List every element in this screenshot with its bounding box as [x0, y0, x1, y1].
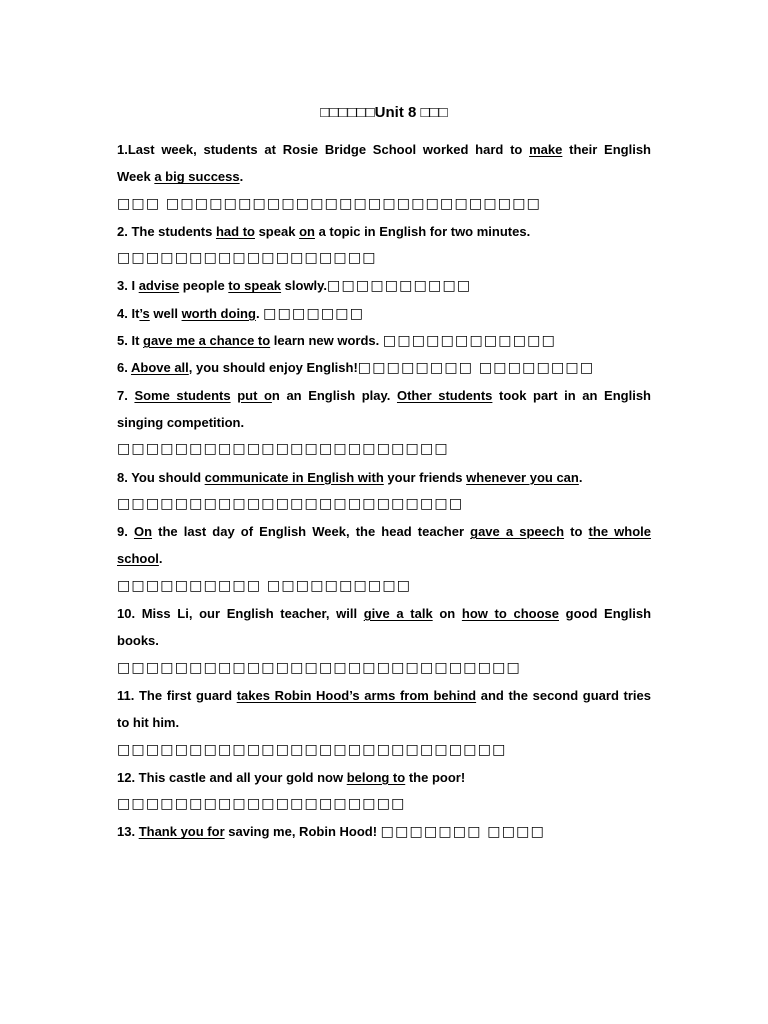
underlined-phrase: Other students [396, 387, 493, 403]
sentence-item [117, 382, 651, 464]
sentence-item [117, 600, 651, 682]
sentence-line [117, 818, 651, 845]
sentence-text: 2. The students [117, 223, 216, 239]
chinese-translation-line: □□□□□□□□□□□□□□□□□□□□□□□□ [117, 495, 464, 512]
sentence-text: . [239, 169, 244, 185]
underlined-phrase: belong to [346, 769, 406, 785]
sentence-text: to [564, 524, 589, 540]
sentence-text: their English [562, 142, 652, 157]
underlined-phrase: ’s [139, 305, 150, 321]
underlined-phrase: on [299, 223, 315, 239]
sentence-text: 12. This castle and all your gold now [117, 769, 347, 785]
chinese-translation-line: □□□ □□□□□□□□□□□□□□□□□□□□□□□□□□ [117, 195, 542, 212]
sentence-text: . [158, 551, 163, 567]
underlined-phrase: Above all [130, 360, 189, 376]
sentence-text: 3. I [117, 278, 139, 294]
sentence-text: the last day of English Week, the head teacher [152, 524, 471, 540]
sentence-text: 9. [117, 524, 134, 540]
sentence-text: 11. The first guard [117, 687, 237, 703]
sentence-text: 4. It [117, 305, 140, 321]
sentence-item [117, 464, 651, 519]
sentence-list [117, 136, 651, 846]
sentence-item [117, 136, 651, 218]
sentence-text: . [578, 469, 583, 485]
underlined-phrase: put o [237, 387, 272, 403]
underlined-phrase: make [529, 142, 563, 157]
sentence-text: your friends [383, 469, 467, 485]
underlined-phrase: On [133, 524, 153, 540]
sentence-line [117, 764, 651, 791]
chinese-translation-line: □□□□□□□□□□□□□□□□□□□□□□□ [117, 441, 449, 458]
sentence-line [117, 218, 651, 245]
sentence-text: learn new words. [270, 333, 383, 349]
underlined-phrase: worth doing [181, 305, 256, 321]
sentence-line [117, 409, 651, 436]
underlined-phrase: the whole [588, 524, 651, 540]
sentence-text: n an English play. [271, 387, 397, 403]
underlined-phrase: gave a speech [470, 524, 565, 540]
sentence-item [117, 818, 651, 845]
sentence-text: 10. Miss Li, our English teacher, will [117, 606, 364, 622]
sentence-text: books. [117, 633, 159, 649]
sentence-text: the poor! [405, 769, 466, 785]
underlined-phrase: whenever you can [466, 469, 579, 485]
chinese-translation: □□□□□□□ [263, 305, 365, 322]
sentence-text: 6. [117, 360, 131, 376]
sentence-line [117, 354, 651, 381]
sentence-text: good English [558, 606, 652, 622]
sentence-item [117, 764, 651, 819]
sentence-text: saving me, Robin Hood! [224, 824, 381, 840]
sentence-text: on [432, 606, 462, 622]
sentence-item [117, 272, 651, 299]
sentence-text: singing competition. [117, 414, 245, 430]
sentence-item [117, 300, 651, 327]
sentence-line [117, 272, 651, 299]
underlined-phrase: how to choose [461, 606, 559, 622]
sentence-line [117, 300, 651, 327]
sentence-item [117, 518, 651, 600]
underlined-phrase: school [117, 551, 159, 567]
sentence-text: 7. [117, 387, 135, 403]
document-title: □□□□□□Unit 8 □□□ [320, 104, 448, 121]
underlined-phrase: had to [215, 223, 255, 239]
chinese-translation-line: □□□□□□□□□□□□□□□□□□□□□□□□□□□ [117, 741, 507, 758]
sentence-item [117, 354, 651, 381]
sentence-text: slowly. [281, 278, 328, 294]
sentence-text: people [179, 278, 229, 294]
sentence-item [117, 218, 651, 273]
sentence-text: well [149, 305, 182, 321]
sentence-text: to hit him. [117, 715, 180, 731]
sentence-item [117, 682, 651, 764]
sentence-line [117, 600, 651, 627]
sentence-text: and the second guard tries [476, 687, 651, 703]
sentence-line [117, 709, 651, 736]
sentence-line [117, 382, 651, 409]
sentence-line [117, 627, 651, 654]
chinese-translation-line: □□□□□□□□□□□□□□□□□□□□□□□□□□□□ [117, 659, 521, 676]
sentence-text: 13. [117, 824, 139, 840]
underlined-phrase: a big success [154, 169, 240, 185]
chinese-translation-line: □□□□□□□□□□□□□□□□□□□□ [117, 796, 406, 813]
chinese-translation: □□□□□□□ □□□□ [380, 824, 546, 841]
sentence-line [117, 545, 651, 572]
chinese-translation-line: □□□□□□□□□□ □□□□□□□□□□ [117, 577, 412, 594]
chinese-translation: □□□□□□□□□□□□ [382, 333, 557, 350]
underlined-phrase: Some students [134, 387, 231, 403]
sentence-line [117, 518, 651, 545]
underlined-phrase: gave me a chance to [143, 333, 271, 349]
underlined-phrase: communicate in English with [204, 469, 384, 485]
sentence-line [117, 327, 651, 354]
sentence-text: Week [117, 169, 155, 185]
sentence-line [117, 136, 651, 163]
chinese-translation: □□□□□□□□ □□□□□□□□ [357, 360, 595, 377]
sentence-text: 5. It [117, 333, 144, 349]
sentence-item [117, 327, 651, 354]
sentence-line [117, 163, 651, 190]
sentence-text: . [255, 305, 264, 321]
sentence-text: 1.Last week, students at Rosie Bridge School worked hard to [117, 142, 530, 157]
underlined-phrase: to speak [228, 278, 282, 294]
sentence-text: , you should enjoy English! [188, 360, 358, 376]
sentence-text: 8. You should [117, 469, 205, 485]
chinese-translation-line: □□□□□□□□□□□□□□□□□□ [117, 250, 377, 267]
underlined-phrase: advise [138, 278, 180, 294]
underlined-phrase: give a talk [363, 606, 433, 622]
sentence-line [117, 464, 651, 491]
underlined-phrase: Thank you for [138, 824, 225, 840]
sentence-text: speak [254, 223, 300, 239]
sentence-text: a topic in English for two minutes. [314, 223, 531, 239]
sentence-text: took part in an English [492, 387, 651, 403]
underlined-phrase: takes Robin Hood’s arms from behind [236, 687, 477, 703]
sentence-line [117, 682, 651, 709]
chinese-translation: □□□□□□□□□□ [327, 278, 472, 295]
